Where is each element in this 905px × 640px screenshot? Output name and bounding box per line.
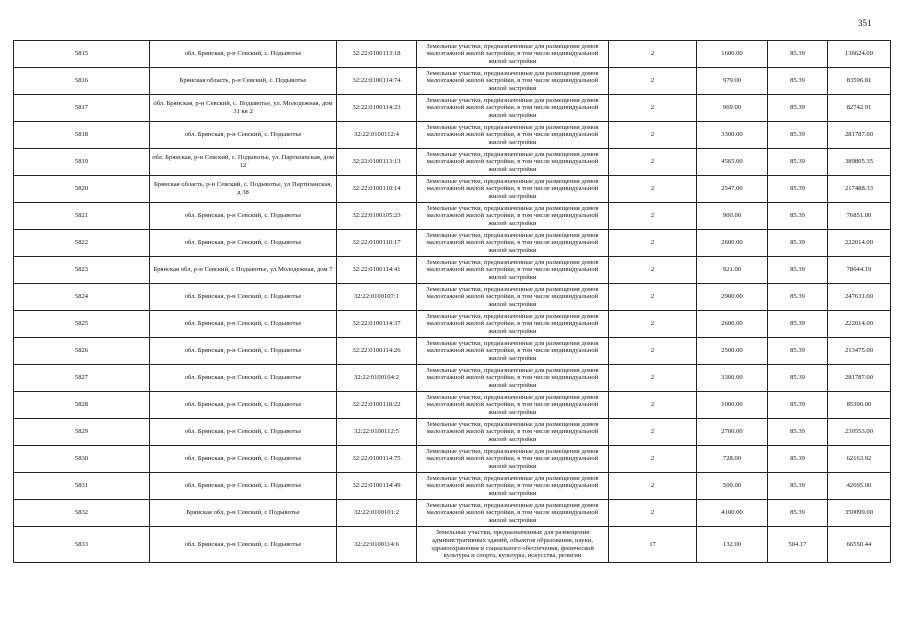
address-cell: Брянская обл, р-н Севский, с Подывотье, ул Молодежная, дом 7 [150,257,337,284]
cadastral-value-cell: 281787.00 [828,122,891,149]
address-cell: Брянская область, р-н Севский, с. Подывотье, ул Партизанская, д 38 [150,176,337,203]
land-use-cell: Земельные участки, предназначенные для размещения административных зданий, объектов образования, науки, здравоохранения и социального обеспечения, физической культуры и спорта, культуры, искусства, религии [417,527,609,563]
cadastral-value-cell: 42695.00 [828,473,891,500]
land-registry-table [13,40,891,563]
cadastral-value-cell: 222014.00 [828,230,891,257]
cadastral-value-cell: 213475.00 [828,338,891,365]
cadastral-number-cell: 32:22:0100110:17 [337,230,417,257]
address-cell: обл. Брянская, р-н Севский, с. Подывотье [150,365,337,392]
cadastral-value-cell: 62163.92 [828,446,891,473]
cadastral-value-cell: 76851.00 [828,203,891,230]
cadastral-value-cell: 136624.00 [828,41,891,68]
area-cell: 1600.00 [697,41,768,68]
land-use-cell: Земельные участки, предназначенные для размещения домов малоэтажной жилой застройки, в том числе индивидуальной жилой застройки [417,95,609,122]
cadastral-value-cell: 78644.19 [828,257,891,284]
group-code-cell: 2 [609,95,697,122]
area-cell: 2600.00 [697,311,768,338]
specific-value-cell: 85.39 [768,392,828,419]
table-row [14,176,891,203]
group-code-cell: 2 [609,68,697,95]
address-cell: обл. Брянская, р-н Севский, с. Подывотье [150,446,337,473]
specific-value-cell: 85.39 [768,68,828,95]
group-code-cell: 2 [609,365,697,392]
cadastral-number-cell: 32:22:0100114:74 [337,68,417,95]
address-cell: обл. Брянская, р-н Севский, с. Подывотье, ул. Молодежная, дом 31 кв 2 [150,95,337,122]
area-cell: 2700.00 [697,419,768,446]
row-number: 5829 [14,419,150,446]
row-number: 5824 [14,284,150,311]
cadastral-value-cell: 389805.35 [828,149,891,176]
specific-value-cell: 85.39 [768,338,828,365]
specific-value-cell: 85.39 [768,473,828,500]
specific-value-cell: 85.39 [768,500,828,527]
specific-value-cell: 85.39 [768,284,828,311]
area-cell: 2900.00 [697,284,768,311]
specific-value-cell: 85.39 [768,230,828,257]
specific-value-cell: 85.39 [768,149,828,176]
address-cell: обл. Брянская, р-н Севский, с. Подывотье [150,392,337,419]
group-code-cell: 2 [609,446,697,473]
row-number: 5831 [14,473,150,500]
area-cell: 2547.00 [697,176,768,203]
table-row [14,392,891,419]
specific-value-cell: 85.39 [768,311,828,338]
group-code-cell: 2 [609,176,697,203]
land-use-cell: Земельные участки, предназначенные для размещения домов малоэтажной жилой застройки, в том числе индивидуальной жилой застройки [417,257,609,284]
specific-value-cell: 85.39 [768,176,828,203]
cadastral-number-cell: 32:22:0100114:37 [337,311,417,338]
row-number: 5826 [14,338,150,365]
land-use-cell: Земельные участки, предназначенные для размещения домов малоэтажной жилой застройки, в том числе индивидуальной жилой застройки [417,365,609,392]
group-code-cell: 2 [609,500,697,527]
table-row [14,203,891,230]
table-row [14,41,891,68]
specific-value-cell: 85.39 [768,446,828,473]
address-cell: Брянская обл, р-н Севский, с Подывотье [150,500,337,527]
table-row [14,284,891,311]
cadastral-value-cell: 217488.33 [828,176,891,203]
group-code-cell: 2 [609,230,697,257]
table-row [14,473,891,500]
land-use-cell: Земельные участки, предназначенные для размещения домов малоэтажной жилой застройки, в том числе индивидуальной жилой застройки [417,473,609,500]
land-use-cell: Земельные участки, предназначенные для размещения домов малоэтажной жилой застройки, в том числе индивидуальной жилой застройки [417,122,609,149]
row-number: 5815 [14,41,150,68]
address-cell: обл. Брянская, р-н Севский, с. Подывотье [150,284,337,311]
address-cell: обл. Брянская, р-н Севский, с. Подывотье [150,311,337,338]
specific-value-cell: 85.39 [768,257,828,284]
row-number: 5827 [14,365,150,392]
area-cell: 3300.00 [697,365,768,392]
cadastral-value-cell: 66550.44 [828,527,891,563]
cadastral-number-cell: 32:22:0100113:13 [337,149,417,176]
group-code-cell: 2 [609,149,697,176]
table-row [14,122,891,149]
land-use-cell: Земельные участки, предназначенные для размещения домов малоэтажной жилой застройки, в том числе индивидуальной жилой застройки [417,311,609,338]
group-code-cell: 2 [609,41,697,68]
row-number: 5825 [14,311,150,338]
address-cell: обл. Брянская, р-н Севский, с. Подывотье [150,338,337,365]
area-cell: 969.00 [697,95,768,122]
cadastral-number-cell: 32:22:0100112:4 [337,122,417,149]
cadastral-number-cell: 32:22:0100112:5 [337,419,417,446]
area-cell: 2600.00 [697,230,768,257]
cadastral-value-cell: 230553.00 [828,419,891,446]
address-cell: обл. Брянская, р-н Севский, с. Подывотье [150,230,337,257]
specific-value-cell: 85.39 [768,122,828,149]
land-use-cell: Земельные участки, предназначенные для размещения домов малоэтажной жилой застройки, в том числе индивидуальной жилой застройки [417,419,609,446]
area-cell: 500.00 [697,473,768,500]
cadastral-number-cell: 32:22:0100114:26 [337,338,417,365]
group-code-cell: 2 [609,257,697,284]
cadastral-value-cell: 83596.81 [828,68,891,95]
group-code-cell: 17 [609,527,697,563]
area-cell: 4565.00 [697,149,768,176]
land-use-cell: Земельные участки, предназначенные для размещения домов малоэтажной жилой застройки, в том числе индивидуальной жилой застройки [417,500,609,527]
cadastral-number-cell: 32:22:0100114:23 [337,95,417,122]
cadastral-number-cell: 32:22:0100114:75 [337,446,417,473]
cadastral-value-cell: 85390.00 [828,392,891,419]
area-cell: 1000.00 [697,392,768,419]
area-cell: 3300.00 [697,122,768,149]
cadastral-number-cell: 32:22:0100104:2 [337,365,417,392]
land-use-cell: Земельные участки, предназначенные для размещения домов малоэтажной жилой застройки, в том числе индивидуальной жилой застройки [417,284,609,311]
specific-value-cell: 85.39 [768,203,828,230]
cadastral-number-cell: 32:22:0100114:6 [337,527,417,563]
cadastral-number-cell: 32:22:0100113:18 [337,41,417,68]
area-cell: 979.00 [697,68,768,95]
cadastral-value-cell: 350099.00 [828,500,891,527]
address-cell: обл. Брянская, р-н Севский, с. Подывотье [150,473,337,500]
table-row [14,338,891,365]
specific-value-cell: 504.17 [768,527,828,563]
group-code-cell: 2 [609,284,697,311]
land-use-cell: Земельные участки, предназначенные для размещения домов малоэтажной жилой застройки, в том числе индивидуальной жилой застройки [417,41,609,68]
table-row [14,500,891,527]
land-use-cell: Земельные участки, предназначенные для размещения домов малоэтажной жилой застройки, в том числе индивидуальной жилой застройки [417,446,609,473]
cadastral-value-cell: 222014.00 [828,311,891,338]
cadastral-value-cell: 247631.00 [828,284,891,311]
table-row [14,419,891,446]
cadastral-number-cell: 32:22:0100110:14 [337,176,417,203]
cadastral-number-cell: 32:22:0100101:2 [337,500,417,527]
row-number: 5828 [14,392,150,419]
row-number: 5816 [14,68,150,95]
cadastral-number-cell: 32:22:0100107:1 [337,284,417,311]
row-number: 5817 [14,95,150,122]
land-use-cell: Земельные участки, предназначенные для размещения домов малоэтажной жилой застройки, в том числе индивидуальной жилой застройки [417,392,609,419]
page-number: 351 [858,18,872,28]
table-row [14,230,891,257]
land-use-cell: Земельные участки, предназначенные для размещения домов малоэтажной жилой застройки, в том числе индивидуальной жилой застройки [417,230,609,257]
group-code-cell: 2 [609,473,697,500]
table-row [14,527,891,563]
row-number: 5820 [14,176,150,203]
land-use-cell: Земельные участки, предназначенные для размещения домов малоэтажной жилой застройки, в том числе индивидуальной жилой застройки [417,338,609,365]
group-code-cell: 2 [609,122,697,149]
row-number: 5818 [14,122,150,149]
address-cell: обл. Брянская, р-н Севский, с. Подывотье [150,527,337,563]
area-cell: 900.00 [697,203,768,230]
land-use-cell: Земельные участки, предназначенные для размещения домов малоэтажной жилой застройки, в том числе индивидуальной жилой застройки [417,68,609,95]
table-row [14,446,891,473]
table-row [14,365,891,392]
table-body [14,41,891,563]
table-row [14,257,891,284]
area-cell: 728.00 [697,446,768,473]
group-code-cell: 2 [609,419,697,446]
cadastral-value-cell: 82742.91 [828,95,891,122]
group-code-cell: 2 [609,392,697,419]
address-cell: обл. Брянская, р-н Севский, с. Подывотье [150,419,337,446]
row-number: 5823 [14,257,150,284]
area-cell: 4100.00 [697,500,768,527]
row-number: 5822 [14,230,150,257]
group-code-cell: 2 [609,311,697,338]
land-use-cell: Земельные участки, предназначенные для размещения домов малоэтажной жилой застройки, в том числе индивидуальной жилой застройки [417,203,609,230]
address-cell: обл. Брянская, р-н Севский, с. Подывотье, ул. Партизанская, дом 12 [150,149,337,176]
specific-value-cell: 85.39 [768,419,828,446]
table-row [14,95,891,122]
address-cell: обл. Брянская, р-н Севский, с. Подывотье [150,203,337,230]
specific-value-cell: 85.39 [768,95,828,122]
address-cell: Брянская область, р-н Севский, с. Подывотье [150,68,337,95]
address-cell: обл. Брянская, р-н Севский, с. Подывотье [150,122,337,149]
area-cell: 2500.00 [697,338,768,365]
specific-value-cell: 85.39 [768,365,828,392]
table-row [14,311,891,338]
table-row [14,68,891,95]
cadastral-number-cell: 32:22:0100105:23 [337,203,417,230]
land-use-cell: Земельные участки, предназначенные для размещения домов малоэтажной жилой застройки, в том числе индивидуальной жилой застройки [417,149,609,176]
row-number: 5819 [14,149,150,176]
group-code-cell: 2 [609,338,697,365]
specific-value-cell: 85.39 [768,41,828,68]
address-cell: обл. Брянская, р-н Севский, с. Подывотье [150,41,337,68]
cadastral-number-cell: 32:22:0100118:22 [337,392,417,419]
area-cell: 921.00 [697,257,768,284]
cadastral-number-cell: 32:22:0100114:41 [337,257,417,284]
row-number: 5832 [14,500,150,527]
land-use-cell: Земельные участки, предназначенные для размещения домов малоэтажной жилой застройки, в том числе индивидуальной жилой застройки [417,176,609,203]
row-number: 5830 [14,446,150,473]
row-number: 5821 [14,203,150,230]
table-row [14,149,891,176]
cadastral-number-cell: 32:22:0100114:49 [337,473,417,500]
row-number: 5833 [14,527,150,563]
cadastral-value-cell: 281787.00 [828,365,891,392]
group-code-cell: 2 [609,203,697,230]
area-cell: 132.00 [697,527,768,563]
